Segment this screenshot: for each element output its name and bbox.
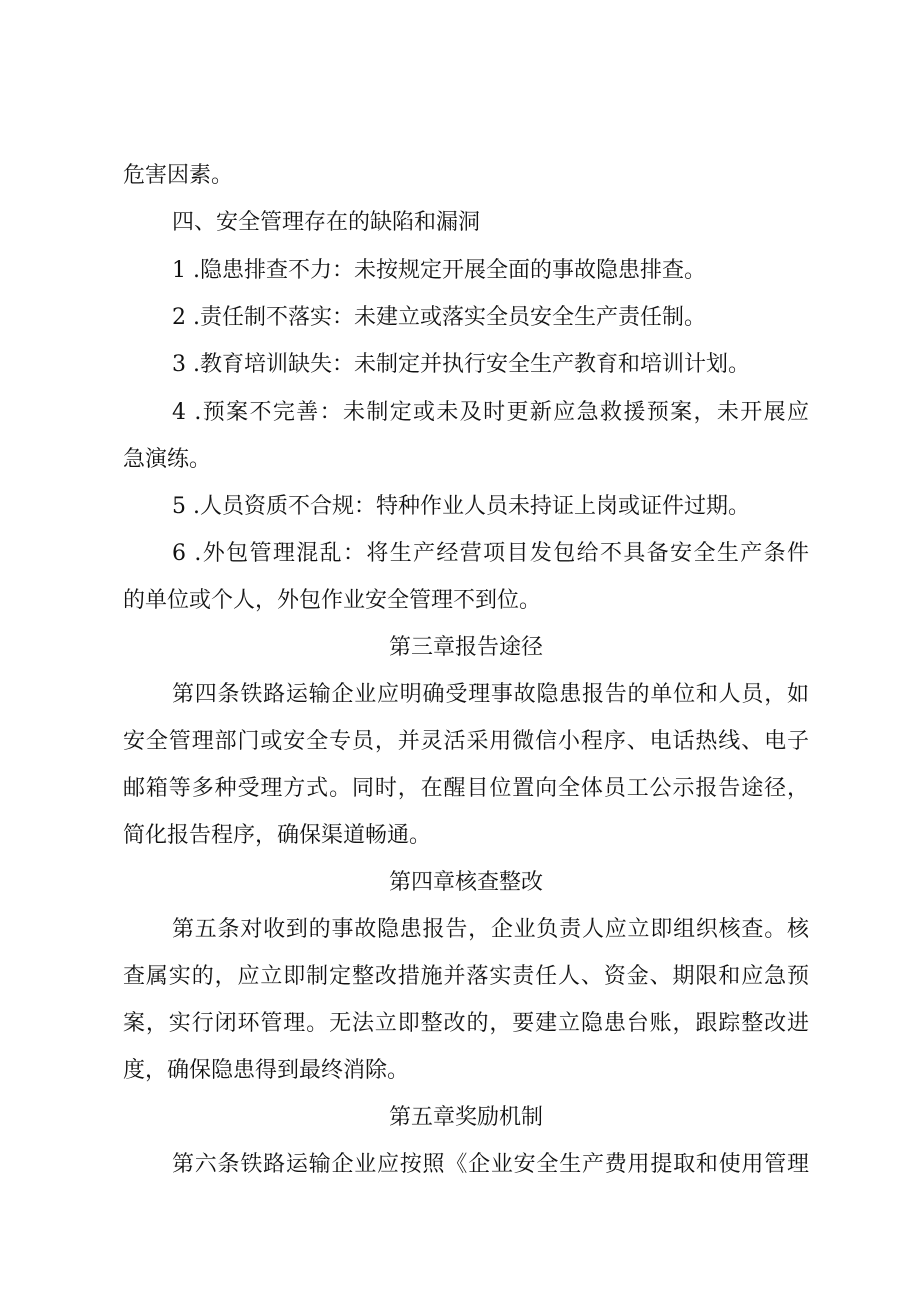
paragraph-line: 简化报告程序，确保渠道畅通。 xyxy=(123,823,432,848)
paragraph-line: 第四条铁路运输企业应明确受理事故隐患报告的单位和人员，如 xyxy=(172,682,809,707)
list-item-continued: 的单位或个人，外包作业安全管理不到位。 xyxy=(123,588,542,613)
paragraph-line: 安全管理部门或安全专员，并灵活采用微信小程序、电话热线、电子 xyxy=(123,729,809,754)
list-item: 3 .教育培训缺失：未制定并执行安全生产教育和培训计划。 xyxy=(172,352,750,377)
paragraph-line: 第六条铁路运输企业应按照《企业安全生产费用提取和使用管理 xyxy=(172,1152,809,1177)
paragraph-line: 查属实的，应立即制定整改措施并落实责任人、资金、期限和应急预 xyxy=(123,964,809,989)
paragraph-line: 度，确保隐患得到最终消除。 xyxy=(123,1058,410,1083)
list-item: 4 .预案不完善：未制定或未及时更新应急救援预案，未开展应 xyxy=(172,400,809,425)
paragraph-line: 邮箱等多种受理方式。同时，在醒目位置向全体员工公示报告途径， xyxy=(123,776,809,801)
text-line: 危害因素。 xyxy=(123,163,234,188)
paragraph-line: 第五条对收到的事故隐患报告，企业负责人应立即组织核查。核 xyxy=(172,917,809,942)
list-item-continued: 急演练。 xyxy=(123,447,212,472)
paragraph-line: 案，实行闭环管理。无法立即整改的，要建立隐患台账，跟踪整改进 xyxy=(123,1011,809,1036)
chapter-heading: 第四章核查整改 xyxy=(388,870,543,895)
chapter-heading: 第三章报告途径 xyxy=(388,635,543,660)
list-item: 2 .责任制不落实：未建立或落实全员安全生产责任制。 xyxy=(172,305,706,330)
section-heading: 四、安全管理存在的缺陷和漏洞 xyxy=(172,210,481,235)
list-item: 1 .隐患排查不力：未按规定开展全面的事故隐患排查。 xyxy=(172,258,706,283)
list-item: 6 .外包管理混乱：将生产经营项目发包给不具备安全生产条件 xyxy=(172,541,809,566)
list-item: 5 .人员资质不合规：特种作业人员未持证上岗或证件过期。 xyxy=(172,494,750,519)
chapter-heading: 第五章奖励机制 xyxy=(388,1105,543,1130)
